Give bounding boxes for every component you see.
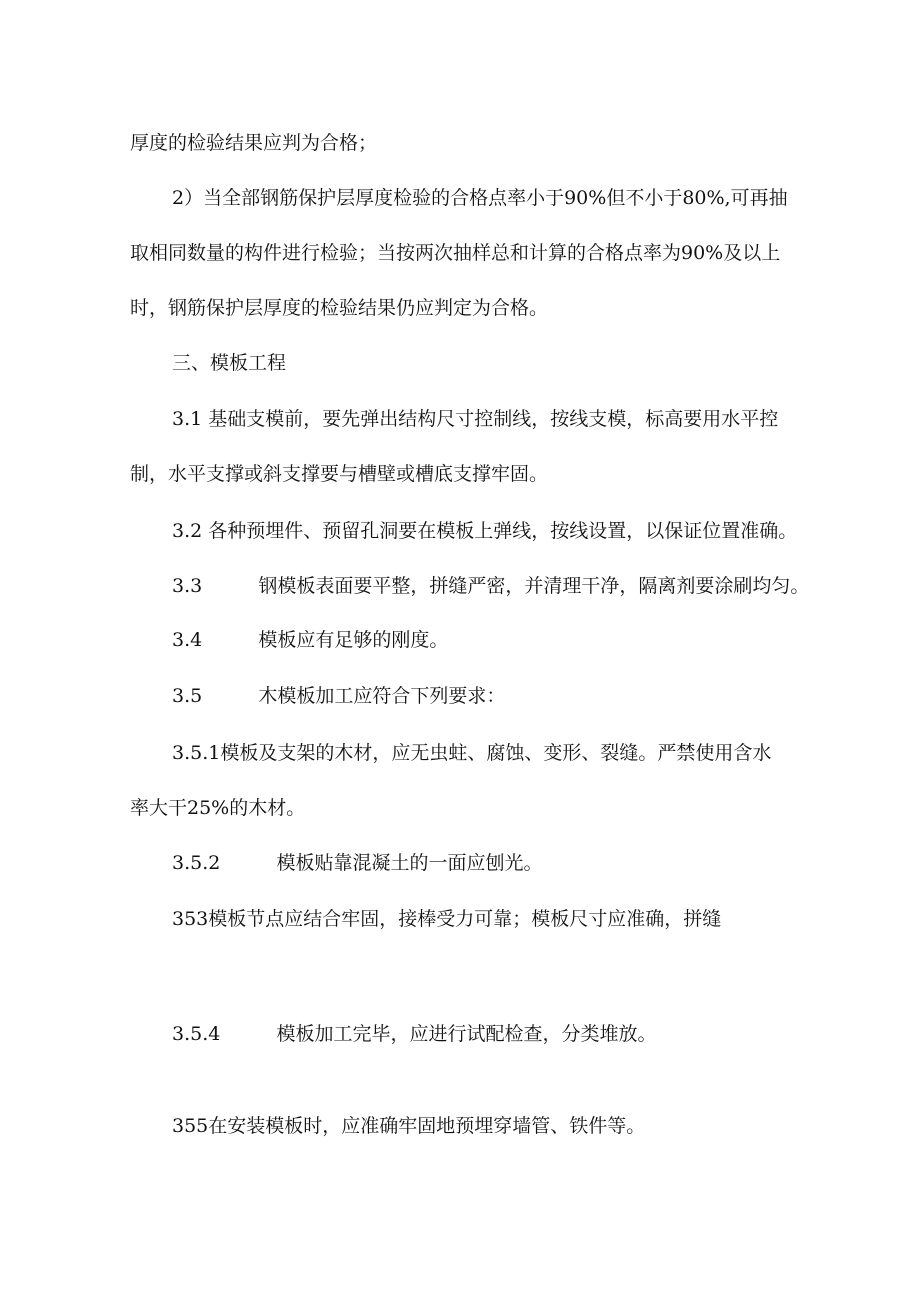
paragraph-line — [172, 185, 788, 211]
item-number: 3.5.2 — [172, 852, 221, 874]
paragraph-line — [172, 1113, 645, 1139]
item-number: 3.5.4 — [172, 1023, 221, 1045]
text: 355在安装模板时，应准确牢固地预埋穿墙管、铁件等。 — [172, 1115, 646, 1137]
section-heading — [172, 350, 286, 376]
paragraph-line — [172, 627, 448, 653]
paragraph-line — [172, 518, 797, 544]
item-number: 3.3 — [172, 575, 203, 597]
text: 制，水平支撑或斜支撑要与槽壁或槽底支撑牢固。 — [130, 463, 549, 485]
item-number: 3.4 — [172, 629, 203, 651]
paragraph-line — [130, 240, 780, 266]
text: 模板贴靠混凝土的一面应刨光。 — [276, 852, 543, 874]
paragraph-line — [130, 130, 377, 156]
text: 353模板节点应结合牢固，接棒受力可靠；模板尺寸应准确，拼缝 — [172, 908, 722, 930]
paragraph-line — [172, 1021, 656, 1047]
text: 模板加工完毕，应进行试配检查，分类堆放。 — [276, 1023, 657, 1045]
text: 3.1 基础支模前，要先弹出结构尺寸控制线，按线支模，标高要用水平控 — [172, 408, 779, 430]
paragraph-line — [172, 740, 771, 766]
paragraph-line — [130, 795, 305, 821]
paragraph-line — [172, 906, 721, 932]
paragraph-line — [130, 295, 548, 321]
text: 2）当全部钢筋保护层厚度检验的合格点率小于90%但不小于80%,可再抽 — [172, 187, 788, 209]
paragraph-line — [172, 406, 778, 432]
text: 时，钢筋保护层厚度的检验结果仍应判定为合格。 — [130, 297, 549, 319]
text: 3.2 各种预埋件、预留孔洞要在模板上弹线，按线设置，以保证位置准确。 — [172, 520, 798, 542]
text: 率大干25%的木材。 — [130, 797, 306, 819]
text: 钢模板表面要平整，拼缝严密，并清理干净，隔离剂要涂刷均匀。 — [258, 575, 810, 597]
text: 3.5.1模板及支架的木材，应无虫蛀、腐蚀、变形、裂缝。严禁使用含水 — [172, 742, 772, 764]
item-number: 3.5 — [172, 685, 203, 707]
text: 取相同数量的构件进行检验；当按两次抽样总和计算的合格点率为90%及以上 — [130, 242, 781, 264]
text: 木模板加工应符合下列要求： — [258, 685, 506, 707]
text: 厚度的检验结果应判为合格； — [130, 132, 378, 154]
paragraph-line — [172, 573, 809, 599]
text: 模板应有足够的刚度。 — [258, 629, 449, 651]
heading-text: 三、模板工程 — [172, 352, 287, 374]
paragraph-line — [130, 461, 548, 487]
paragraph-line — [172, 850, 542, 876]
paragraph-line — [172, 683, 505, 709]
